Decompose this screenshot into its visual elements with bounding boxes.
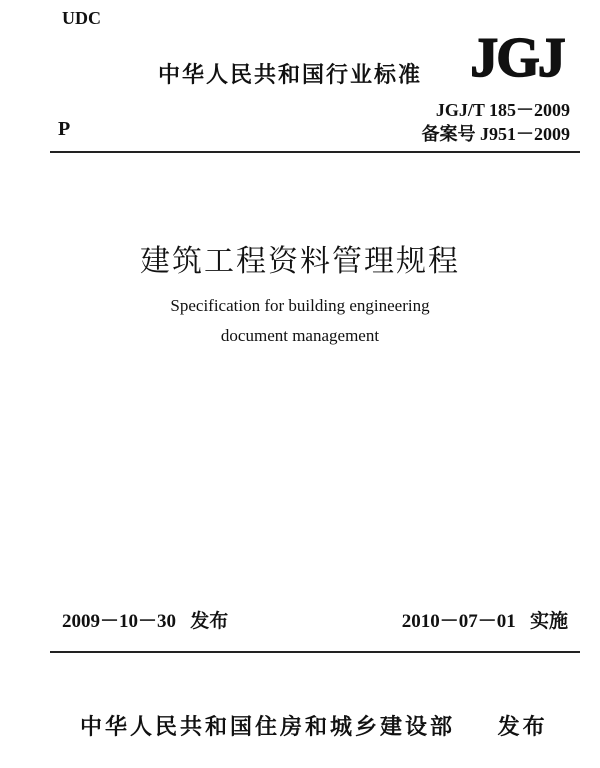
effective-label: 实施 <box>529 610 568 632</box>
issuer-name: 中华人民共和国住房和城乡建设部 <box>80 715 456 740</box>
standard-code: JGJ/T 185－2009 <box>435 100 570 120</box>
issue-date: 2009－10－30 <box>62 611 177 632</box>
english-title-line-1: Specification for building engineering <box>170 296 430 315</box>
document-title-english <box>0 291 600 351</box>
record-prefix: 备案号 <box>421 124 476 145</box>
document-title-chinese: 建筑工程资料管理规程 <box>140 244 460 279</box>
industry-standard-title: 中华人民共和国行业标准 <box>158 63 423 88</box>
top-divider <box>50 151 580 153</box>
effective-date-row <box>402 606 568 633</box>
classification-letter: P <box>58 118 71 140</box>
issue-date-row <box>62 606 228 633</box>
english-title-line-2: document management <box>220 326 380 345</box>
issue-label: 发布 <box>190 610 229 632</box>
standard-code-block <box>422 98 571 147</box>
jgj-logo <box>465 30 569 82</box>
record-number: J951－2009 <box>480 124 570 144</box>
udc-label: UDC <box>62 8 101 28</box>
bottom-divider <box>50 651 580 653</box>
effective-date: 2010－07－01 <box>401 611 516 632</box>
issuer-line <box>80 710 548 741</box>
jgj-logo-text: JGJ <box>470 30 564 82</box>
record-line <box>422 122 571 147</box>
issuer-action: 发布 <box>497 715 548 740</box>
